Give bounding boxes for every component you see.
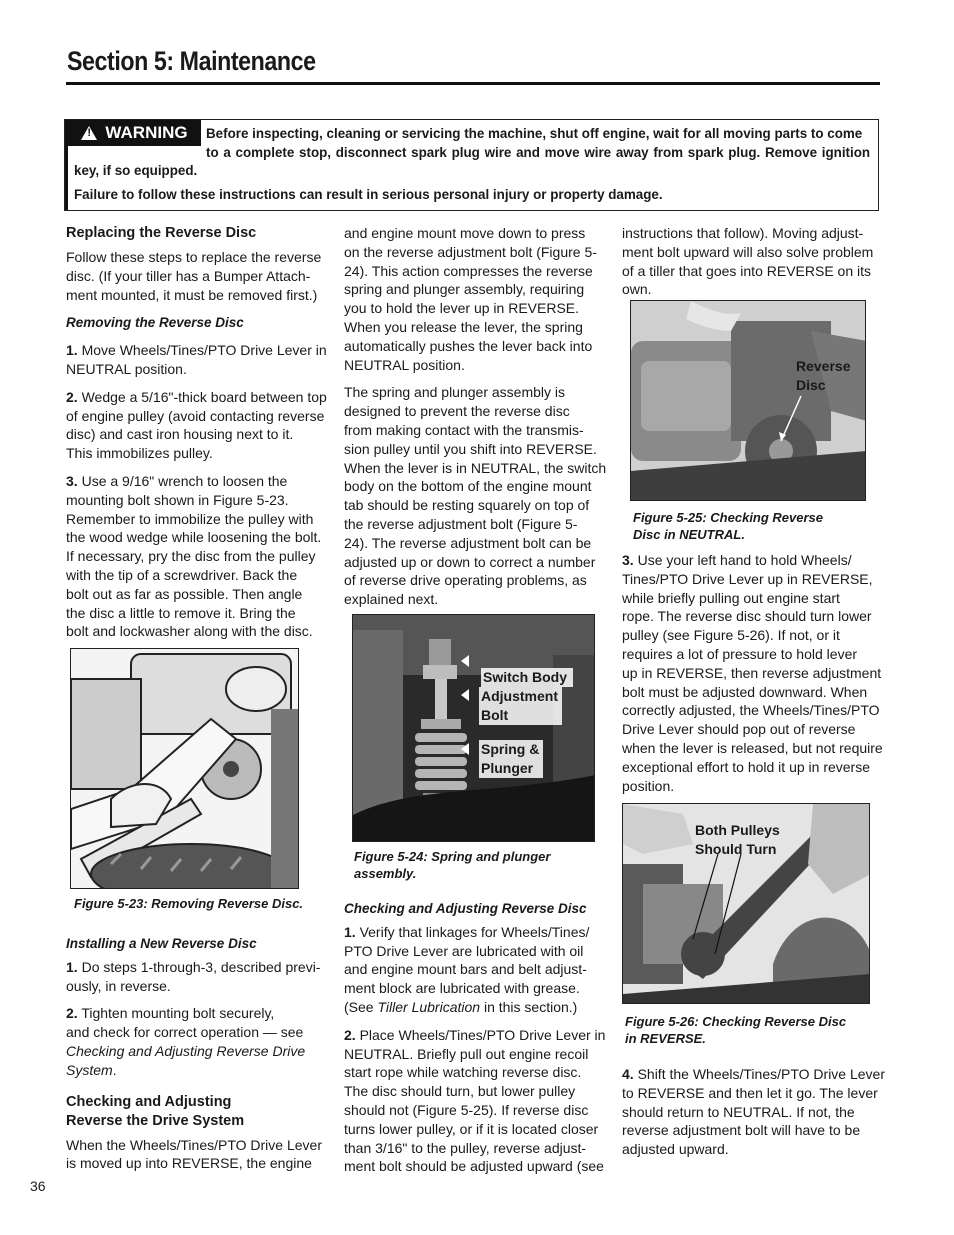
figure-5-25-caption: Figure 5-25: Checking Reverse Disc in NEUTRAL. — [633, 510, 824, 542]
column-3-mid: 3. Use your left hand to hold Wheels/ Tines/PTO Drive Lever up in REVERSE, while briefly pulling out engine start rope. The reverse disc should turn lower pulley (see Figure 5-26). If not, or it requires a lot of pressure to hold lever up in REVERSE, then reverse adjustment bolt must be adjusted downward. When correctly adjusted, the Wheels/Tines/PTO Drive Lever should pop out of reverse when the lever is released, but not require exceptional effort to hold it up in reverse position. — [622, 552, 883, 794]
warning-label-text: WARNING — [105, 123, 188, 142]
fig25-label-reverse-disc: Reverse Disc — [796, 358, 851, 393]
figure-5-23-caption: Figure 5-23: Removing Reverse Disc. — [74, 896, 304, 911]
column-1: Replacing the Reverse Disc Follow these steps to replace the reverse disc. (If your tiller has a Bumper Attach- ment mounted, it must be removed first.) Removing the Reverse Disc 1. Move Wheels/Tines/PTO Drive Lever in NEUTRAL position. 2. Wedge a 5/16"-thick board between top of engine pulley (avoid contacting reverse disc) and cast iron housing next to it. This immobilizes pulley. 3. Use a 9/16" wrench to loosen the mounting bolt shown in Figure 5-23. Remember to immobilize the pulley with the wood wedge while loosening the bolt. If necessary, pry the disc from the pulley with the tip of a screwdriver. Back the bolt out as far as possible. Then angle the disc a little to remove it. Bring the bolt and lockwasher along with the disc. — [66, 225, 327, 640]
fig24-label-spring-plunger: Spring & Plunger — [479, 740, 543, 778]
figure-5-26-caption: Figure 5-26: Checking Reverse Disc in REVERSE. — [625, 1014, 847, 1046]
column-2: and engine mount move down to press on the reverse adjustment bolt (Figure 5- 24). This action compresses the reverse spring and plunger assembly, requiring you to hold the lever up in REVERSE. When you release the lever, the spring automatically pushes the lever back into NEUTRAL position. The spring and plunger assembly is designed to prevent the reverse disc from making contact with the transmis- sion pulley until you shift into REVERSE. When the lever is in NEUTRAL, the switch body on the bottom of the engine mount tab should be resting squarely on top of the reverse adjustment bolt (Figure 5- 24). The reverse adjustment bolt can be adjusted up or down to correct a number of reverse drive operating problems, as explained next. — [344, 225, 607, 608]
warning-triangle-icon — [81, 126, 97, 140]
column-1-lower: Installing a New Reverse Disc 1. Do steps 1-through-3, described previ- ously, in reverse. 2. Tighten mounting bolt securely, and check for correct operation — see Checking and Adjusting Reverse Drive System. Checking and Adjusting Reverse the Drive System When the Wheels/Tines/PTO Drive Lever is moved up into REVERSE, the engine — [66, 935, 328, 1173]
subheading-installing: Installing a New Reverse Disc — [66, 936, 257, 951]
figure-5-24-image — [352, 614, 595, 842]
figure-5-25-image — [630, 300, 866, 501]
figure-5-23-image — [70, 648, 299, 889]
fig24-label-adjustment-bolt: Adjustment Bolt — [479, 687, 562, 725]
column-3-lower: 4. Shift the Wheels/Tines/PTO Drive Lever to REVERSE and then let it go. The lever should return to NEUTRAL. If not, the reverse adjustment bolt will have to be adjusted upward. — [622, 1066, 886, 1158]
heading-checking-adjusting: Checking and Adjusting — [66, 1093, 232, 1110]
fig26-label-both-pulleys: Both Pulleys Should Turn — [695, 822, 780, 857]
heading-replacing-reverse-disc: Replacing the Reverse Disc — [66, 225, 257, 241]
subheading-removing: Removing the Reverse Disc — [66, 315, 244, 331]
title-rule — [66, 82, 880, 85]
column-2-lower: Checking and Adjusting Reverse Disc 1. Verify that linkages for Wheels/Tines/ PTO Drive Lever are lubricated with oil and engine mount bars and belt adjust- ment block are lubricated with grease. (See Tiller Lubrication in this section.) 2. Place Wheels/Tines/PTO Drive Lever in NEUTRAL. Briefly pull out engine recoil start rope while watching reverse disc. The disc should turn, but lower pulley should not (Figure 5-25). If reverse disc turns lower pulley, or if it is located closer than 3/16" to the pulley, reverse adjust- ment bolt should be adjusted upward (see — [344, 900, 609, 1176]
page-title: Section 5: Maintenance — [67, 46, 316, 76]
fig24-label-switch-body: Switch Body — [481, 668, 573, 687]
subheading-checking-reverse-disc: Checking and Adjusting Reverse Disc — [344, 901, 587, 916]
column-3: instructions that follow). Moving adjust- ment bolt upward will also solve problem of a tiller that goes into REVERSE on its own. — [622, 225, 874, 298]
spring-plunger-photo — [353, 615, 595, 842]
warning-label — [68, 120, 201, 146]
warning-line-1: Before inspecting, cleaning or servicing the machine, shut off engine, wait for all moving parts to come — [206, 126, 863, 141]
page-number: 36 — [30, 1178, 46, 1194]
warning-line-4: Failure to follow these instructions can result in serious personal injury or property damage. — [74, 187, 663, 202]
removing-reverse-disc-illustration — [71, 649, 299, 889]
checking-neutral-photo — [631, 301, 866, 501]
warning-line-3: key, if so equipped. — [74, 163, 198, 178]
figure-5-24-caption: Figure 5-24: Spring and plunger assembly. — [354, 849, 551, 881]
warning-line-2: to a complete stop, disconnect spark plug wire and move wire away from spark plug. Remove ignition — [206, 145, 871, 160]
